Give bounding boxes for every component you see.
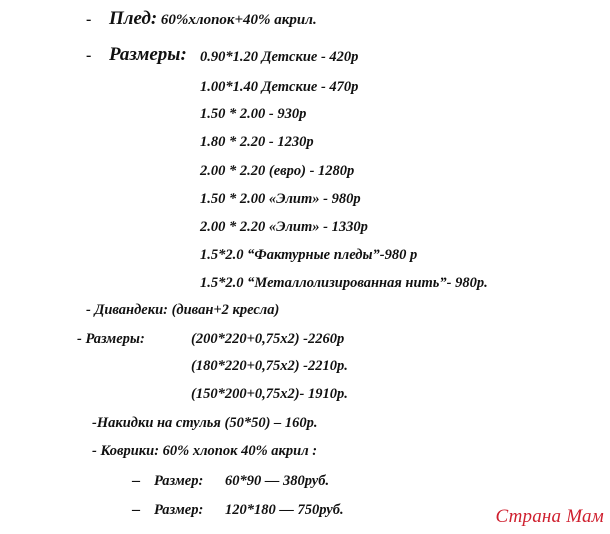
blanket-size-item: 1.50 * 2.00 - 930р (200, 106, 307, 122)
blanket-size-item: 1.5*2.0 “Фактурные пледы”-980 р (200, 247, 418, 263)
sofa-covers-title: - Дивандеки: (диван+2 кресла) (86, 302, 280, 318)
rug-size-label: Размер: (154, 473, 204, 489)
blanket-size-item: 2.00 * 2.20 «Элит» - 1330р (200, 219, 368, 235)
blanket-size-item: 1.5*2.0 “Металлолизированная нить”- 980р. (200, 275, 488, 291)
rug-size-label: Размер: (154, 502, 204, 518)
blanket-size-item: 1.80 * 2.20 - 1230р (200, 134, 314, 150)
blanket-line (109, 10, 317, 29)
rugs-title: - Коврики: 60% хлопок 40% акрил : (92, 443, 318, 459)
bullet-dash: - (86, 11, 92, 28)
blanket-size-item: 2.00 * 2.20 (евро) - 1280р (200, 163, 355, 179)
blanket-sizes-label: Размеры: (109, 44, 187, 65)
blanket-size-item: 1.00*1.40 Детские - 470р (200, 79, 359, 95)
bullet-dash: – (132, 472, 140, 489)
blanket-sizes-line (109, 46, 187, 65)
sofa-cover-size-item: (200*220+0,75х2) -2260р (191, 331, 345, 347)
rug-size-value: 60*90 — 380руб. (225, 473, 330, 489)
blanket-size-item: 1.50 * 2.00 «Элит» - 980р (200, 191, 361, 207)
blanket-composition: 60%хлопок+40% акрил. (160, 12, 317, 28)
chair-covers-line: -Накидки на стулья (50*50) – 160р. (92, 415, 318, 431)
watermark-logo: Страна Мам (495, 506, 604, 527)
sofa-cover-size-item: (180*220+0,75х2) -2210р. (191, 358, 348, 374)
sofa-covers-sizes-label: - Размеры: (77, 331, 145, 347)
blanket-label: Плед: (109, 8, 158, 29)
bullet-dash: - (86, 47, 92, 64)
sofa-cover-size-item: (150*200+0,75х2)- 1910р. (191, 386, 348, 402)
blanket-size-item: 0.90*1.20 Детские - 420р (200, 49, 359, 65)
rug-size-value: 120*180 — 750руб. (225, 502, 344, 518)
bullet-dash: – (132, 501, 140, 518)
